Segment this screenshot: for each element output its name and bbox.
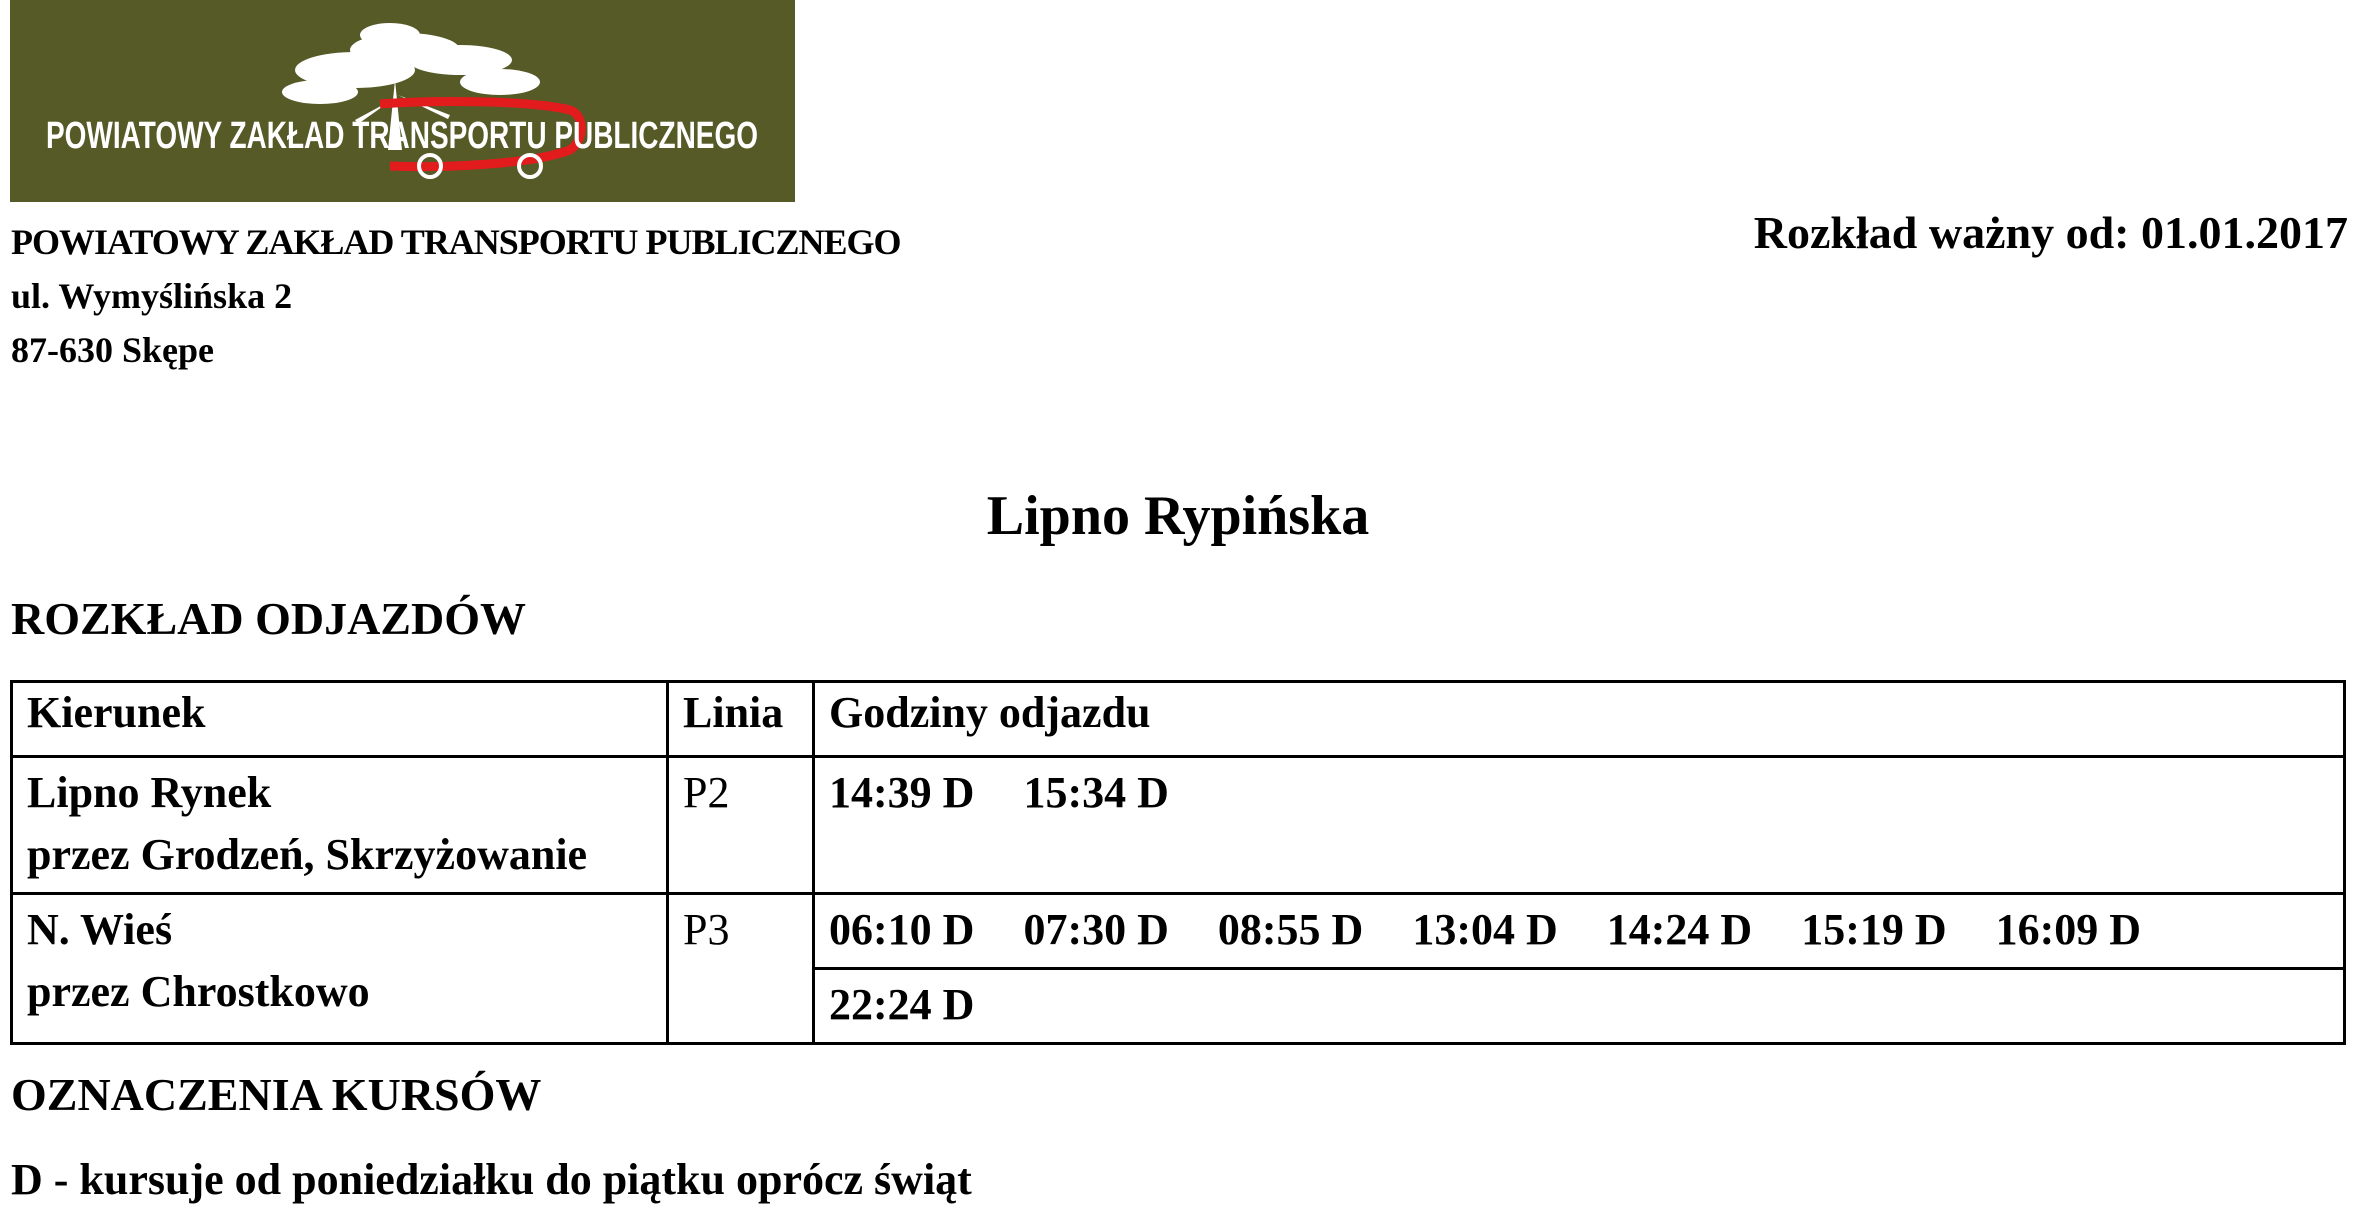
departure-time: 13:04 D	[1412, 905, 1558, 954]
departure-time: 06:10 D	[829, 905, 975, 954]
table-header-row	[12, 682, 2345, 757]
table-row	[12, 757, 2345, 894]
table-row	[12, 894, 2345, 969]
header-line: Linia	[668, 682, 814, 757]
stop-name: Lipno Rypińska	[986, 485, 1370, 547]
direction-cell	[12, 757, 668, 894]
line-code: P3	[668, 894, 814, 1044]
departure-times	[814, 894, 2345, 969]
valid-from: Rozkład ważny od: 01.01.2017	[1753, 207, 2348, 258]
departures-heading: ROZKŁAD ODJAZDÓW	[11, 593, 526, 644]
legend-heading: OZNACZENIA KURSÓW	[11, 1069, 542, 1120]
direction-name: N. Wieś	[27, 905, 173, 954]
header-direction: Kierunek	[12, 682, 668, 757]
departure-times	[814, 757, 2345, 894]
departure-time: 15:19 D	[1801, 905, 1947, 954]
departure-time: 14:24 D	[1606, 905, 1753, 954]
departure-time: 16:09 D	[1995, 905, 2142, 954]
departure-time: 07:30 D	[1023, 905, 1169, 954]
logo-text: POWIATOWY ZAKŁAD TRANSPORTU PUBLICZNEGO	[46, 115, 758, 157]
header-departure-times: Godziny odjazdu	[814, 682, 2345, 757]
departure-time: 08:55 D	[1217, 905, 1364, 954]
departure-time: 22:24 D	[829, 980, 975, 1029]
direction-cell	[12, 894, 668, 1044]
departure-time: 15:34 D	[1023, 768, 1169, 817]
direction-via: przez Grodzeń, Skrzyżowanie	[27, 830, 588, 879]
tree-bus-logo-icon	[10, 0, 795, 202]
departure-times	[814, 969, 2345, 1044]
direction-via: przez Chrostkowo	[27, 967, 370, 1016]
legend-item: D - kursuje od poniedziałku do piątku oprócz świąt	[11, 1155, 972, 1204]
line-code: P2	[668, 757, 814, 894]
departures-table	[10, 680, 2346, 1045]
departure-time: 14:39 D	[829, 768, 975, 817]
company-logo	[10, 0, 795, 202]
organization-name: POWIATOWY ZAKŁAD TRANSPORTU PUBLICZNEGO	[11, 222, 901, 262]
direction-name: Lipno Rynek	[27, 768, 272, 817]
address-street: ul. Wymyślińska 2	[11, 276, 293, 316]
address-city: 87-630 Skępe	[11, 330, 215, 370]
